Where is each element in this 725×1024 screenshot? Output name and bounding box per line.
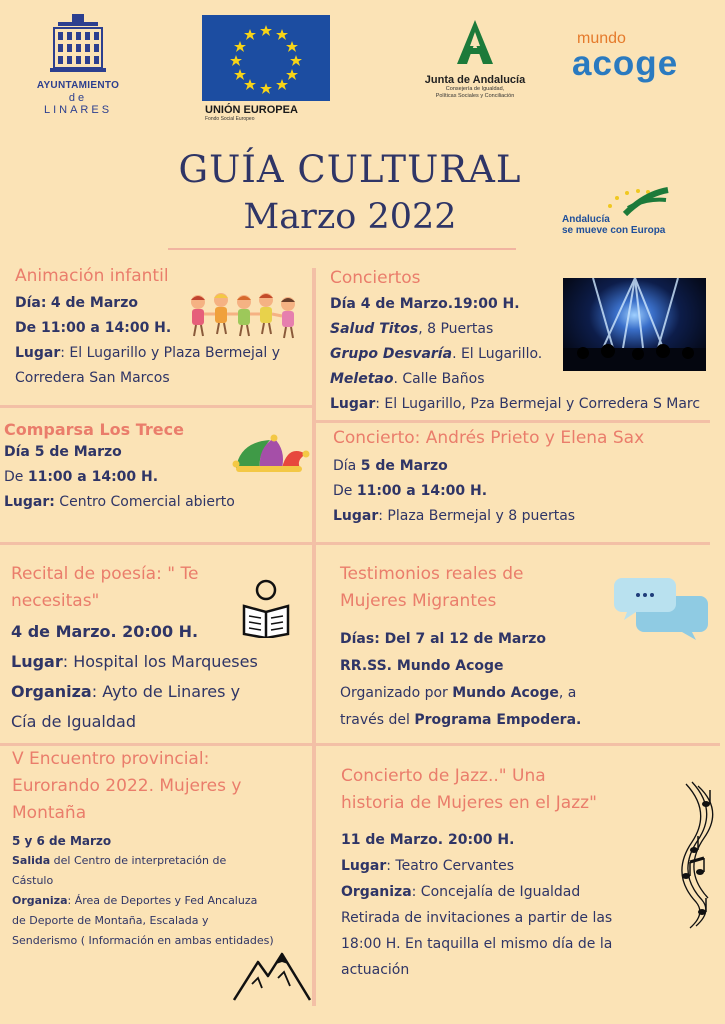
conciertos-act3-name: Meletao <box>330 371 394 387</box>
testimonios-org-name: Mundo Acoge <box>452 685 559 701</box>
reading-person-icon <box>240 578 292 638</box>
title-line2: Marzo 2022 <box>243 197 457 237</box>
encuentro-heading2: Eurorando 2022. Mujeres y <box>12 776 242 796</box>
andres-dia-value: 5 de Marzo <box>360 458 448 474</box>
recital-date: 4 de Marzo. 20:00 H. <box>11 622 199 641</box>
conciertos-act3-place: . Calle Baños <box>393 371 485 387</box>
section-encuentro <box>12 746 274 951</box>
page-title <box>140 146 560 240</box>
section-jazz <box>341 763 612 983</box>
comparsa-lugar-value: Centro Comercial abierto <box>54 494 235 510</box>
linares-logo-line2: de LINARES <box>43 92 113 116</box>
divider-row-2 <box>0 542 710 545</box>
testimonios-dias: Días: Del 7 al 12 de Marzo <box>340 631 546 647</box>
eu-label: UNIÓN EUROPEA <box>205 104 298 116</box>
encuentro-org-value: : Área de Deportes y Fed Ancaluza <box>67 894 258 907</box>
comparsa-hours: 11:00 a 14:00 H. <box>27 469 159 485</box>
testimonios-heading2: Mujeres Migrantes <box>340 591 497 611</box>
conciertos-lugar-label: Lugar <box>330 396 376 412</box>
mundo-acoge-logo <box>572 30 706 90</box>
encuentro-salida-cont: Cástulo <box>12 874 54 887</box>
animacion-dia-label: Día: <box>15 295 47 311</box>
encuentro-org-label: Organiza <box>12 894 68 907</box>
conciertos-dia: Día 4 de Marzo.19:00 H. <box>330 296 520 312</box>
conciertos-act2-place: . El Lugarillo. <box>452 346 543 362</box>
jazz-org-label: Organiza <box>341 884 412 900</box>
jazz-note1: Retirada de invitaciones a partir de las <box>341 910 613 926</box>
jazz-lugar-value: : Teatro Cervantes <box>386 858 515 874</box>
acoge-big: acoge <box>572 44 679 83</box>
encuentro-org-cont1: de Deporte de Montaña, Escalada y <box>12 914 209 927</box>
animacion-heading: Animación infantil <box>15 266 169 286</box>
andalucia-line2: se mueve con Europa <box>562 225 666 236</box>
junta-sub2: Políticas Sociales y Conciliación <box>435 93 515 99</box>
junta-sub1: Consejería de Igualdad, <box>445 86 505 92</box>
encuentro-heading1: V Encuentro provincial: <box>12 749 210 769</box>
title-divider <box>168 248 516 250</box>
junta-emblem-icon <box>453 18 497 66</box>
eu-sublabel: Fondo Social Europeo <box>205 116 255 122</box>
children-dancing-icon <box>186 290 302 340</box>
andres-hours: 11:00 a 14:00 H. <box>356 483 488 499</box>
union-europea-logo <box>202 15 330 127</box>
andalucia-stars-icon <box>600 186 670 216</box>
testimonios-rrss: RR.SS. Mundo Acoge <box>340 658 504 674</box>
section-recital <box>11 561 258 737</box>
linares-logo-line1: AYUNTAMIENTO <box>36 80 120 91</box>
animacion-lugar-cont: Corredera San Marcos <box>15 370 170 386</box>
encuentro-org-cont2: Senderismo ( Información en ambas entidades) <box>12 934 274 947</box>
section-comparsa <box>4 420 235 515</box>
music-notes-icon <box>662 780 720 930</box>
jazz-org-value: : Concejalía de Igualdad <box>411 884 581 900</box>
recital-org-cont: Cía de Igualdad <box>11 712 136 731</box>
testimonios-org-pre: Organizado por <box>340 685 453 701</box>
recital-org-value: : Ayto de Linares y <box>91 682 241 701</box>
divider-right-1 <box>316 420 710 423</box>
conciertos-act2-name: Grupo Desvaría <box>330 346 453 362</box>
animacion-lugar-label: Lugar <box>15 345 61 361</box>
section-testimonios <box>340 561 581 734</box>
eu-flag-icon <box>202 15 330 101</box>
comparsa-dia: Día 5 de Marzo <box>4 444 122 460</box>
recital-heading2: necesitas" <box>11 591 100 611</box>
encuentro-salida-label: Salida <box>12 854 51 867</box>
recital-org-label: Organiza <box>11 682 92 701</box>
testimonios-heading1: Testimonios reales de <box>340 564 524 584</box>
andres-lugar-label: Lugar <box>333 508 379 524</box>
andres-de: De <box>333 483 357 499</box>
jazz-lugar-label: Lugar <box>341 858 387 874</box>
conciertos-heading: Conciertos <box>330 268 421 288</box>
mountain-icon <box>232 948 312 1004</box>
conciertos-act1-name: Salud Titos <box>330 321 419 337</box>
encuentro-heading3: Montaña <box>12 803 87 823</box>
encuentro-dias: 5 y 6 de Marzo <box>12 834 112 848</box>
andalucia-line1: Andalucía <box>562 214 610 225</box>
recital-lugar-label: Lugar <box>11 652 63 671</box>
conciertos-lugar-value: : El Lugarillo, Pza Bermejal y Corredera S Marc <box>375 396 701 412</box>
testimonios-prog-pre: través del <box>340 712 415 728</box>
andres-heading: Concierto: Andrés Prieto y Elena Sax <box>333 428 645 448</box>
jazz-heading2: historia de Mujeres en el Jazz" <box>341 793 597 813</box>
jazz-note3: actuación <box>341 962 410 978</box>
recital-heading1: Recital de poesía: " Te <box>11 564 199 584</box>
speech-bubbles-icon <box>614 574 710 640</box>
andres-lugar-value: : Plaza Bermejal y 8 puertas <box>378 508 576 524</box>
jester-hat-icon <box>230 434 310 474</box>
jazz-date: 11 de Marzo. 20:00 H. <box>341 832 515 848</box>
junta-andalucia-logo <box>415 18 535 110</box>
recital-lugar-value: : Hospital los Marqueses <box>62 652 258 671</box>
andres-dia: Día <box>333 458 361 474</box>
comparsa-de: De <box>4 469 28 485</box>
town-hall-icon <box>48 12 108 76</box>
jazz-heading1: Concierto de Jazz.." Una <box>341 766 546 786</box>
comparsa-heading: Comparsa Los Trece <box>4 420 184 439</box>
testimonios-prog-name: Programa Empodera. <box>414 712 582 728</box>
acoge-small: mundo <box>577 30 626 47</box>
section-andres-prieto <box>333 425 644 529</box>
junta-name: Junta de Andalucía <box>424 74 526 86</box>
divider-left-1 <box>0 405 312 408</box>
ayuntamiento-linares-logo <box>32 12 124 116</box>
center-divider <box>312 268 316 1006</box>
title-line1: GUÍA CULTURAL <box>178 148 522 191</box>
conciertos-act1-place: , 8 Puertas <box>418 321 494 337</box>
andalucia-europa-logo <box>562 186 692 242</box>
testimonios-org-post: , a <box>558 685 577 701</box>
comparsa-lugar-label: Lugar: <box>4 494 55 510</box>
encuentro-salida-value: del Centro de interpretación de <box>50 854 227 867</box>
jazz-note2: 18:00 H. En taquilla el mismo día de la <box>341 936 613 952</box>
animacion-lugar-value: : El Lugarillo y Plaza Bermejal y <box>60 345 281 361</box>
concert-photo <box>563 278 706 371</box>
animacion-hours: De 11:00 a 14:00 H. <box>15 320 172 336</box>
animacion-dia-value: 4 de Marzo <box>50 295 138 311</box>
